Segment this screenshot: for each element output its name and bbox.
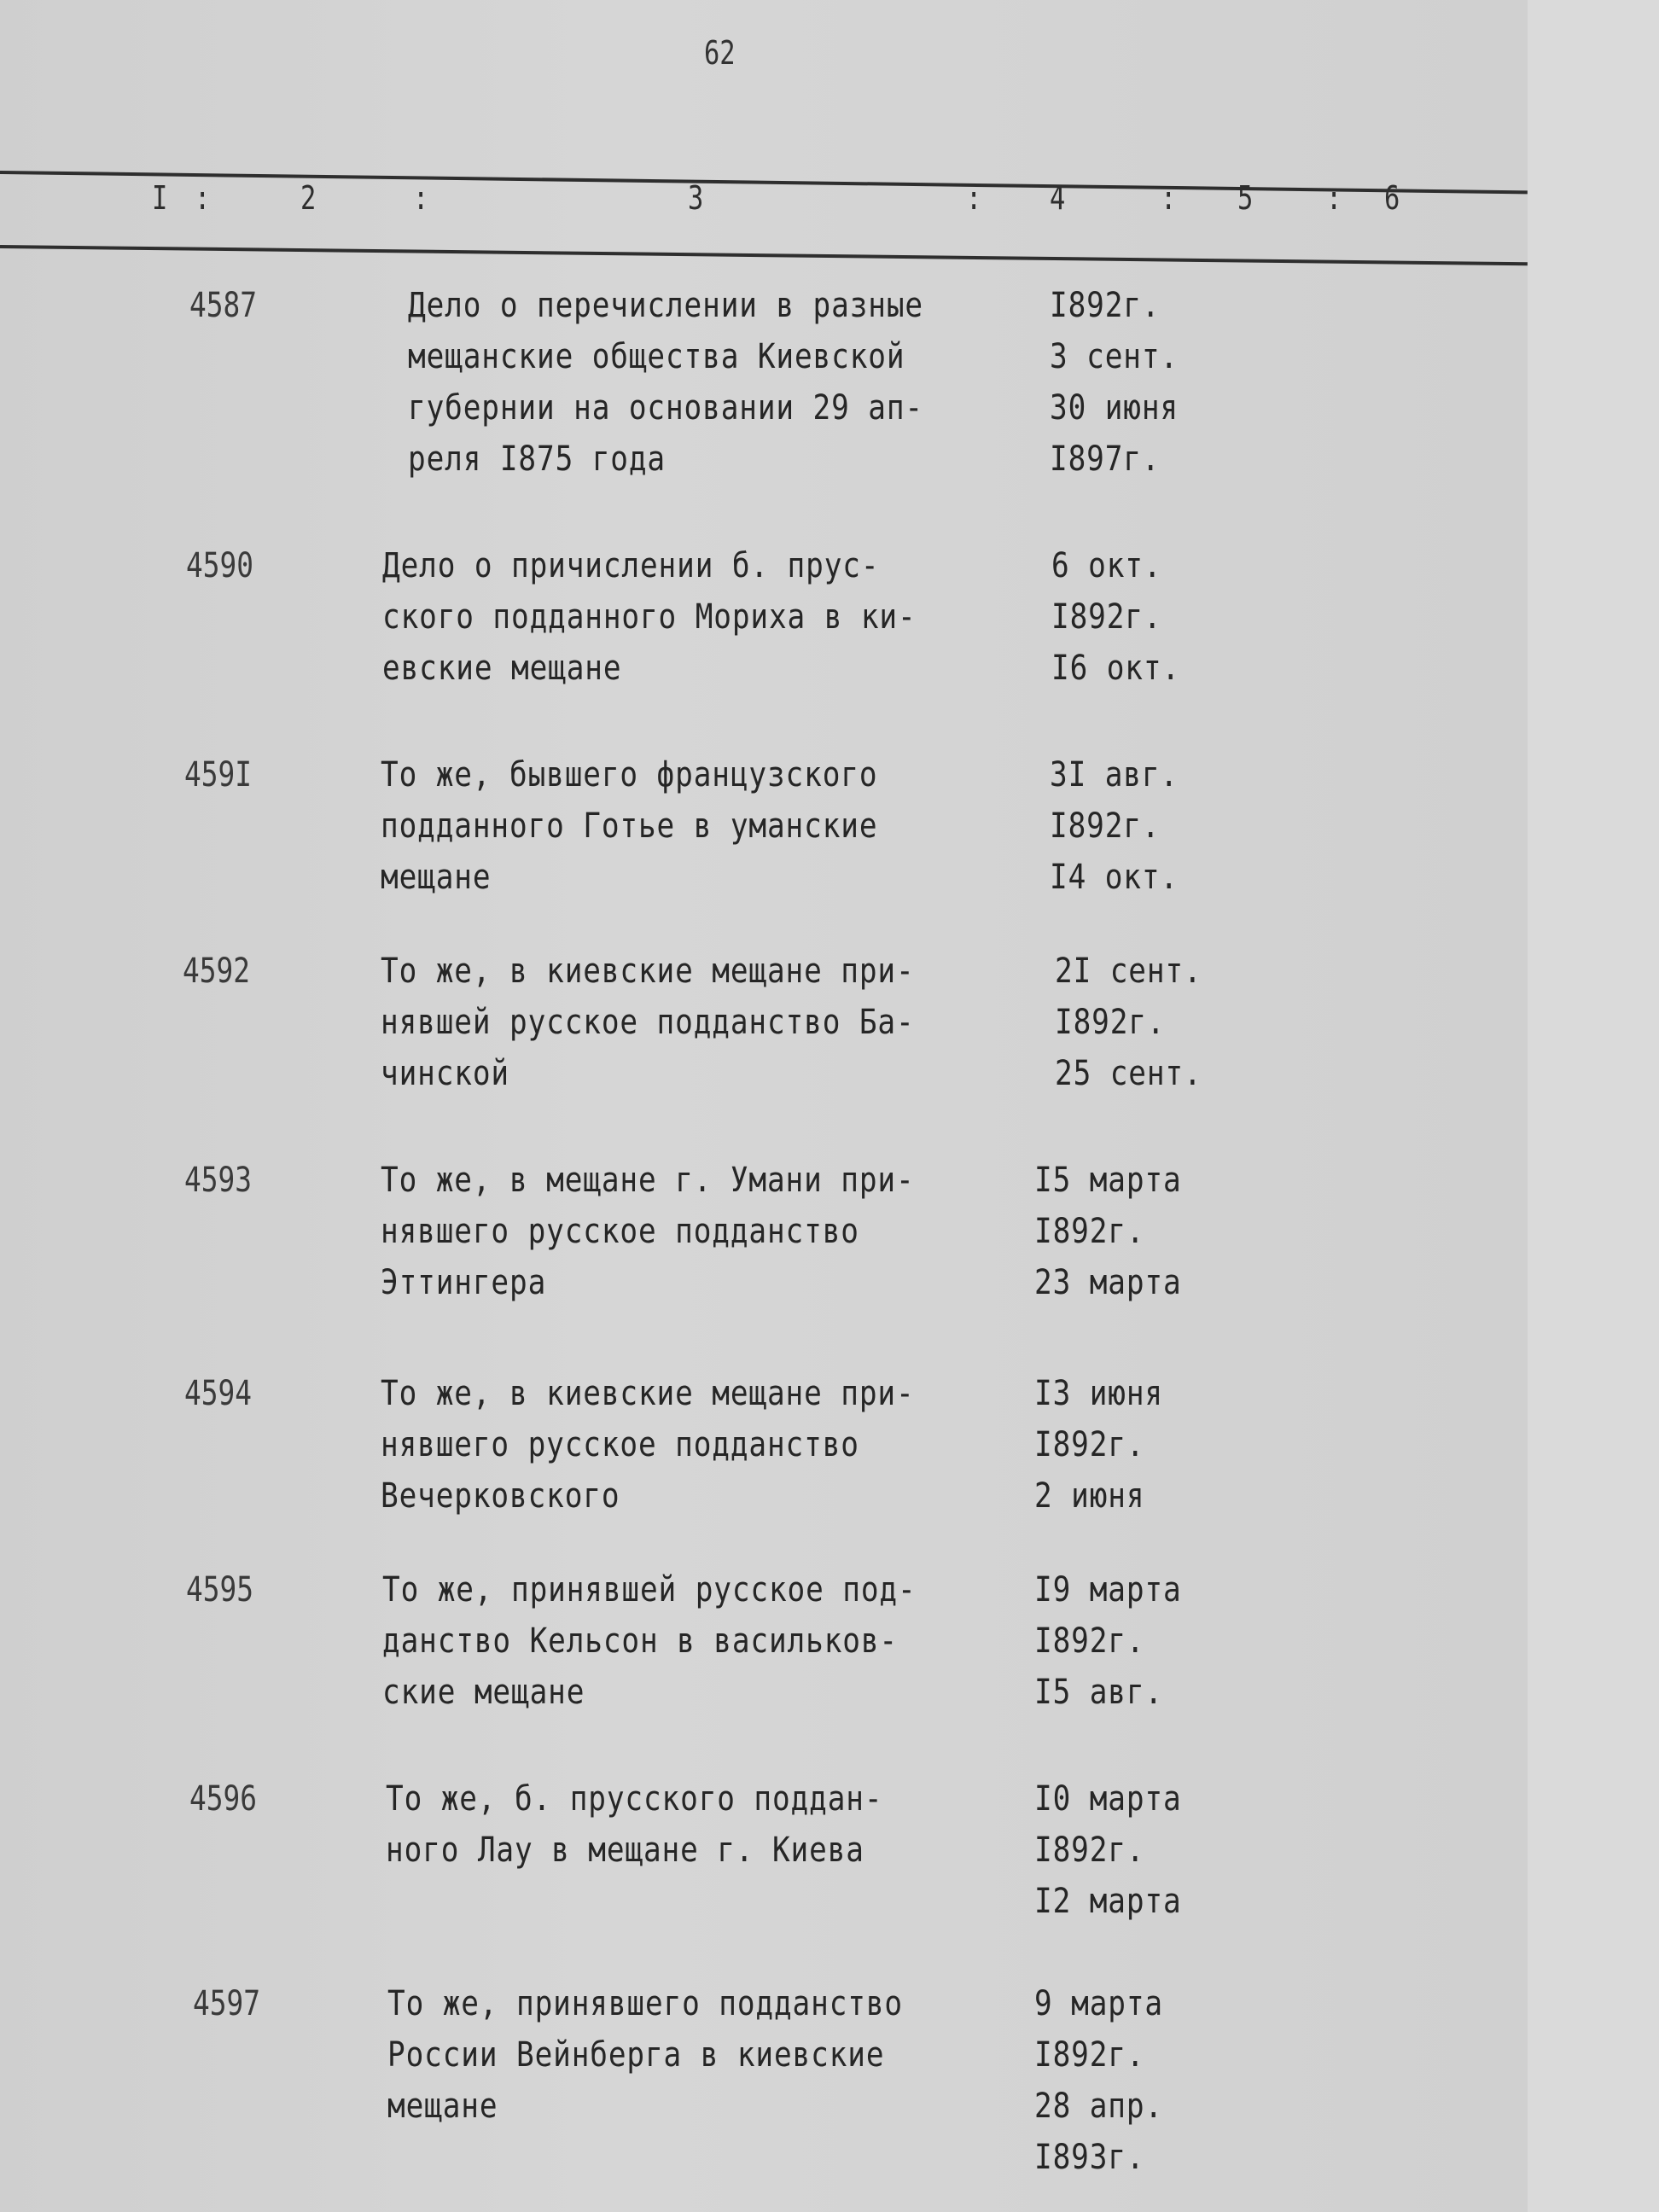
page-edge (1528, 0, 1659, 2212)
case-description-line: нявшей русское подданство Ба- (381, 1003, 915, 1042)
case-description-line: нявшего русское подданство (381, 1212, 859, 1251)
case-description-line: мещане (387, 2087, 498, 2126)
case-description-line: То же, принявшего подданство (387, 1984, 903, 2023)
case-description-line: То же, в мещане г. Умани при- (381, 1161, 915, 1200)
case-description-line: мещанские общества Киевской (408, 337, 905, 376)
case-date-line: I5 авг. (1034, 1673, 1163, 1712)
case-description-line: Дело о перечислении в разные (408, 286, 923, 325)
case-date-line: I892г. (1051, 597, 1162, 637)
case-description-line: реля I875 года (408, 439, 666, 479)
column-header-4: 4 (1050, 179, 1066, 217)
column-header-5: 5 (1237, 179, 1254, 217)
case-number: 4596 (189, 1779, 257, 1819)
case-date-line: I892г. (1034, 1425, 1145, 1464)
column-header-2: 2 (300, 179, 317, 217)
case-number: 4593 (184, 1161, 252, 1200)
case-description-line: Эттингера (381, 1263, 547, 1302)
case-date-line: 2 июня (1034, 1476, 1145, 1516)
case-number: 4597 (193, 1984, 260, 2023)
case-description-line: То же, б. прусского поддан- (386, 1779, 883, 1819)
case-number: 459I (184, 755, 252, 795)
case-date-line: 9 марта (1034, 1984, 1163, 2023)
case-date-line: I9 марта (1034, 1570, 1182, 1610)
case-date-line: 3I авг. (1050, 755, 1179, 795)
case-date-line: I892г. (1034, 1621, 1145, 1661)
case-description-line: мещане (381, 858, 492, 897)
case-date-line: I892г. (1050, 806, 1161, 846)
case-date-line: 28 апр. (1034, 2087, 1163, 2126)
case-description-line: данство Кельсон в васильков- (382, 1621, 898, 1661)
column-separator: : (413, 179, 429, 217)
case-description-line: ного Лау в мещане г. Киева (386, 1831, 864, 1870)
case-date-line: 30 июня (1050, 388, 1179, 428)
column-header-6: 6 (1384, 179, 1400, 217)
case-description-line: ские мещане (382, 1673, 585, 1712)
case-description-line: России Вейнберга в киевские (387, 2035, 885, 2075)
column-header-3: 3 (688, 179, 704, 217)
case-number: 4592 (183, 952, 250, 991)
case-date-line: 23 марта (1034, 1263, 1182, 1302)
case-description-line: Вечерковского (381, 1476, 620, 1516)
case-date-line: I3 июня (1034, 1374, 1163, 1413)
case-date-line: I892г. (1034, 1212, 1145, 1251)
column-separator: : (195, 179, 211, 217)
page-number: 62 (704, 34, 736, 72)
case-number: 4594 (184, 1374, 252, 1413)
case-date-line: I897г. (1050, 439, 1161, 479)
case-date-line: I2 марта (1034, 1882, 1182, 1921)
case-date-line: 6 окт. (1051, 546, 1162, 585)
case-description-line: ского подданного Мориха в ки- (382, 597, 917, 637)
case-description-line: чинской (381, 1054, 509, 1093)
case-number: 4587 (189, 286, 257, 325)
column-separator: : (1326, 179, 1342, 217)
case-number: 4595 (186, 1570, 253, 1610)
case-description-line: То же, в киевские мещане при- (381, 1374, 915, 1413)
case-date-line: I892г. (1050, 286, 1161, 325)
case-date-line: 2I сент. (1055, 952, 1202, 991)
case-date-line: I893г. (1034, 2138, 1145, 2177)
case-date-line: I0 марта (1034, 1779, 1182, 1819)
case-date-line: 25 сент. (1055, 1054, 1202, 1093)
case-description-line: Дело о причислении б. прус- (382, 546, 880, 585)
case-date-line: I892г. (1055, 1003, 1166, 1042)
case-description-line: То же, бывшего французского (381, 755, 878, 795)
case-description-line: То же, в киевские мещане при- (381, 952, 915, 991)
case-date-line: I892г. (1034, 1831, 1145, 1870)
case-description-line: губернии на основании 29 ап- (408, 388, 923, 428)
case-date-line: I5 марта (1034, 1161, 1182, 1200)
case-description-line: нявшего русское подданство (381, 1425, 859, 1464)
case-description-line: подданного Готье в уманские (381, 806, 878, 846)
column-header-1: I (152, 179, 168, 217)
case-date-line: I4 окт. (1050, 858, 1179, 897)
case-description-line: евские мещане (382, 649, 622, 688)
case-date-line: I6 окт. (1051, 649, 1180, 688)
case-date-line: 3 сент. (1050, 337, 1179, 376)
column-separator: : (1161, 179, 1177, 217)
case-number: 4590 (186, 546, 253, 585)
case-date-line: I892г. (1034, 2035, 1145, 2075)
case-description-line: То же, принявшей русское под- (382, 1570, 917, 1610)
column-separator: : (966, 179, 982, 217)
